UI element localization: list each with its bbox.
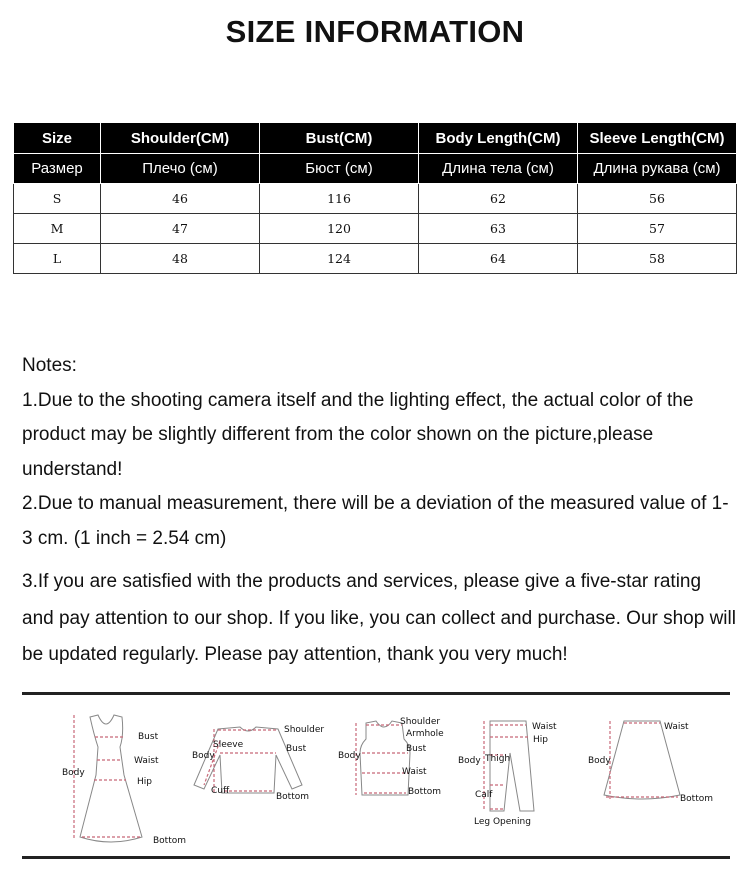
table-cell: 64 (419, 244, 578, 274)
pants-thigh-label: Thigh (485, 754, 511, 764)
divider-top (22, 692, 730, 695)
top-bust-label: Bust (286, 744, 307, 754)
page-title: SIZE INFORMATION (225, 14, 525, 49)
table-cell: S (14, 184, 101, 214)
header-cell: Size (14, 123, 101, 154)
table-cell: 46 (101, 184, 260, 214)
header-cell: Длина тела (см) (419, 154, 578, 184)
table-cell: 48 (101, 244, 260, 274)
size-table (13, 122, 737, 274)
table-cell: 116 (260, 184, 419, 214)
top-bottom-label: Bottom (276, 792, 310, 802)
notes-section-continued (22, 564, 737, 674)
table-header-en (14, 123, 737, 154)
top-sleeve-label: Sleeve (213, 740, 244, 750)
note-1: 1.Due to the shooting camera itself and the lighting effect, the actual color of the product may be slightly different from the color shown on the picture,please understand! (22, 389, 694, 480)
divider-bottom (22, 856, 730, 859)
note-2: 2.Due to manual measurement, there will be a deviation of the measured value of 1-3 cm. (1 inch = 2.54 cm) (22, 493, 729, 549)
header-cell: Body Length(CM) (419, 123, 578, 154)
dress-body-label: Body (62, 768, 85, 778)
skirt-body-label: Body (588, 756, 611, 766)
table-header-ru (14, 154, 737, 184)
dress-diagram (62, 715, 186, 846)
pants-calf-label: Calf (475, 790, 493, 800)
table-cell: L (14, 244, 101, 274)
pants-leg-opening-label: Leg Opening (474, 817, 531, 827)
header-cell: Bust(CM) (260, 123, 419, 154)
header-cell: Shoulder(CM) (101, 123, 260, 154)
header-cell: Бюст (см) (260, 154, 419, 184)
dress-hip-label: Hip (137, 777, 152, 787)
top-cuff-label: Cuff (211, 786, 230, 796)
header-cell: Sleeve Length(CM) (578, 123, 737, 154)
pants-body-label: Body (458, 756, 481, 766)
table-row (14, 244, 737, 274)
pants-diagram (458, 721, 557, 827)
table-cell: 47 (101, 214, 260, 244)
table-row (14, 184, 737, 214)
top-body-label: Body (192, 751, 215, 761)
pants-waist-label: Waist (532, 722, 557, 732)
tank-armhole-label: Armhole (406, 729, 444, 739)
pants-hip-label: Hip (533, 735, 548, 745)
tank-waist-label: Waist (402, 767, 427, 777)
header-cell: Длина рукава (см) (578, 154, 737, 184)
header-cell: Размер (14, 154, 101, 184)
notes-heading: Notes: (22, 355, 77, 376)
measurement-diagrams (40, 705, 730, 855)
note-3: 3.If you are satisfied with the products and services, please give a five-star rating and pay attention to our shop. If you like, you can collect and purchase. Our shop will be updated regularly. Please pay attention, thank you very much! (22, 571, 736, 665)
table-cell: 57 (578, 214, 737, 244)
notes-section (22, 349, 737, 556)
tank-diagram (338, 717, 444, 797)
tank-body-label: Body (338, 751, 361, 761)
dress-bottom-label: Bottom (153, 836, 187, 846)
header-cell: Плечо (см) (101, 154, 260, 184)
table-cell: 58 (578, 244, 737, 274)
dress-bust-label: Bust (138, 732, 159, 742)
table-cell: 56 (578, 184, 737, 214)
top-diagram (192, 725, 324, 802)
skirt-diagram (588, 721, 713, 804)
tank-bottom-label: Bottom (408, 787, 442, 797)
skirt-bottom-label: Bottom (680, 794, 714, 804)
tank-shoulder-label: Shoulder (400, 717, 441, 727)
top-shoulder-label: Shoulder (284, 725, 325, 735)
table-row (14, 214, 737, 244)
table-cell: 62 (419, 184, 578, 214)
table-cell: 124 (260, 244, 419, 274)
table-cell: 120 (260, 214, 419, 244)
skirt-waist-label: Waist (664, 722, 689, 732)
dress-waist-label: Waist (134, 756, 159, 766)
table-cell: M (14, 214, 101, 244)
tank-bust-label: Bust (406, 744, 427, 754)
table-cell: 63 (419, 214, 578, 244)
